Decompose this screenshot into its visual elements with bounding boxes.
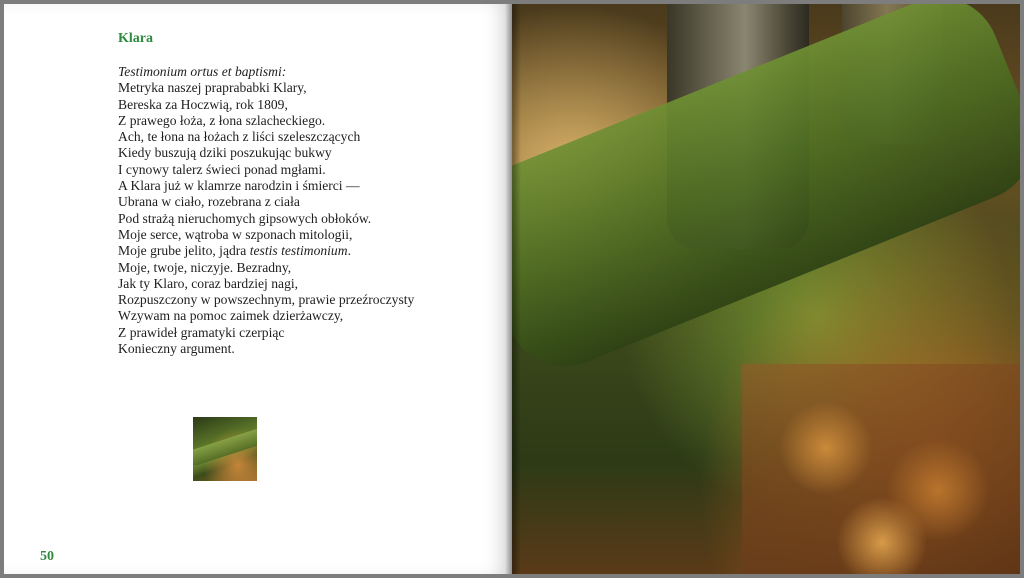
poem-line: Bereska za Hoczwią, rok 1809, <box>118 96 288 112</box>
thumbnail-log-shape <box>193 427 257 467</box>
poem-line: I cynowy talerz świeci ponad mgłami. <box>118 161 326 177</box>
poem-title: Klara <box>118 31 153 46</box>
fallen-leaves <box>742 364 1020 574</box>
poem-line: Ach, te łona na łożach z liści szeleszczących <box>118 129 361 145</box>
page-number: 50 <box>40 549 54 564</box>
poem-line: Wzywam na pomoc zaimek dzierżawczy, <box>118 308 344 324</box>
poem-line: A Klara już w klamrze narodzin i śmierci — <box>118 178 360 194</box>
poem-line-start: Moje grube jelito, jądra <box>118 243 250 259</box>
poem-line: Moje serce, wątroba w szponach mitologii, <box>118 226 353 242</box>
poem-line: Konieczny argument. <box>118 341 235 357</box>
poem-line: Rozpuszczony w powszechnym, prawie przeźroczysty <box>118 292 415 308</box>
forest-photo <box>512 4 1020 574</box>
poem-line: Z prawego łoża, z łona szlacheckiego. <box>118 112 326 128</box>
poem-text <box>118 64 498 357</box>
poem-line: Moje, twoje, niczyje. Bezradny, <box>118 259 292 275</box>
poem-line: Z prawideł gramatyki czerpiąc <box>118 324 285 340</box>
poem-line: Jak ty Klaro, coraz bardziej nagi, <box>118 275 299 291</box>
poem-line: Metryka naszej praprababki Klary, <box>118 80 307 96</box>
poem-line: Pod strażą nieruchomych gipsowych obłoków. <box>118 210 372 226</box>
poem-line: Testimonium ortus et baptismi: <box>118 64 287 79</box>
left-page <box>4 4 512 574</box>
poem-line: Kiedy buszują dziki poszukując bukwy <box>118 145 332 161</box>
poem-line-end: . <box>347 243 351 259</box>
thumbnail-photo <box>193 417 257 481</box>
poem-line <box>118 243 498 259</box>
poem-line-italic: testis testimonium <box>249 243 348 259</box>
poem-line: Ubrana w ciało, rozebrana z ciała <box>118 194 300 210</box>
book-gutter <box>505 4 521 574</box>
